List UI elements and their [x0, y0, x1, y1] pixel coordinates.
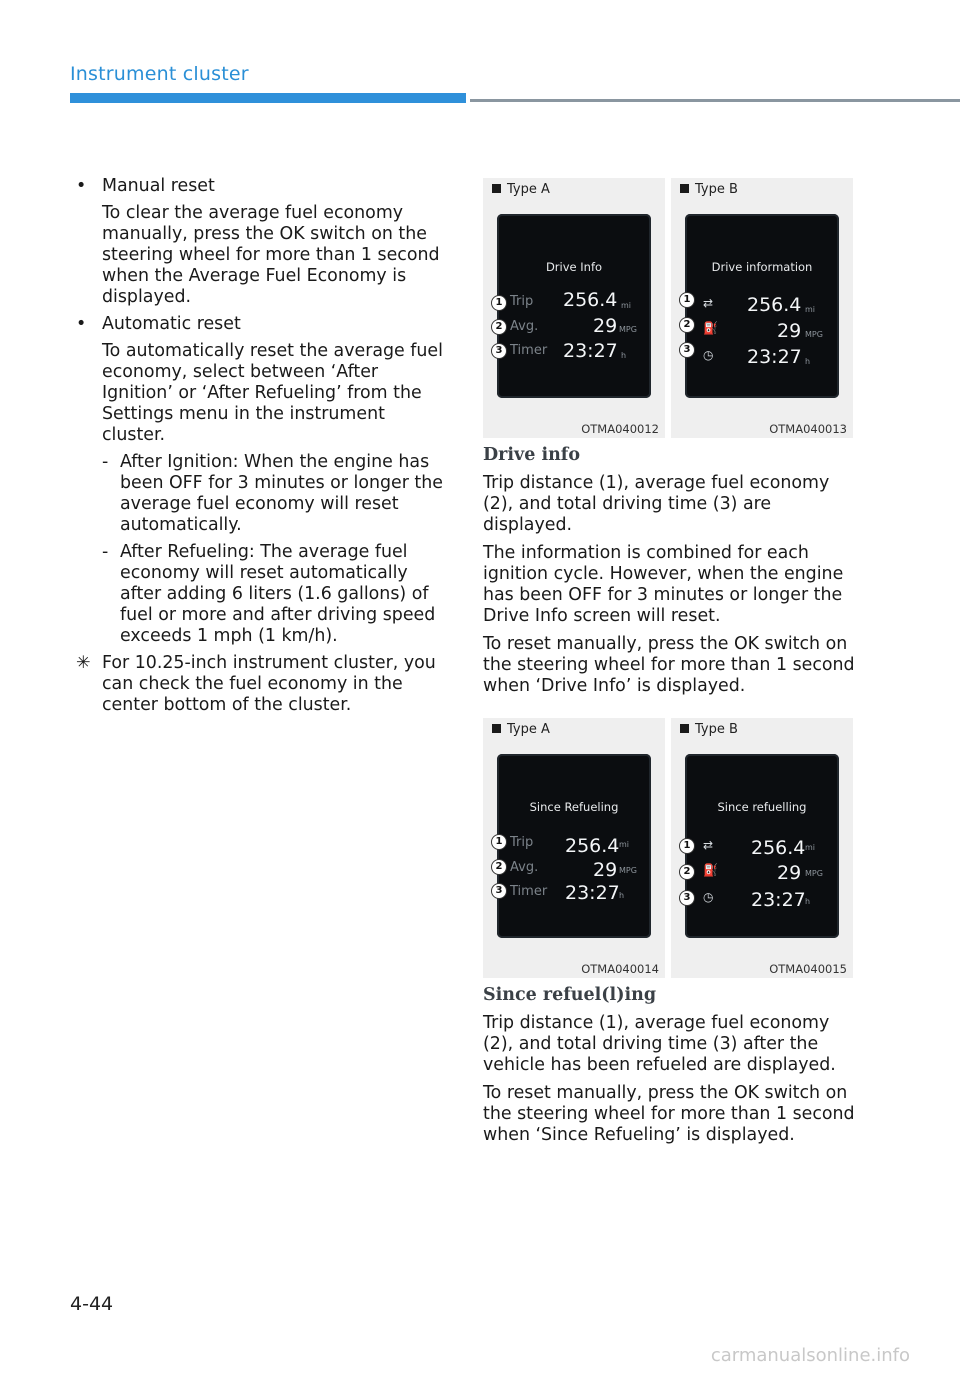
- note-text: For 10.25-inch instrument cluster, you can check the fuel economy in the center bottom of the cluster.: [102, 653, 436, 715]
- figure-type-text: Type B: [695, 182, 738, 197]
- timer-unit: h: [805, 357, 811, 366]
- dash-mark: -: [102, 452, 109, 472]
- callout-2: 2: [679, 864, 695, 880]
- avg-unit: MPG: [619, 866, 637, 875]
- timer-value: 23:27: [563, 340, 618, 362]
- timer-value: 23:27: [747, 346, 802, 368]
- cluster-screen: [497, 754, 651, 938]
- after-refueling-text: After Refueling: The average fuel economy will reset automatically after adding 6 liters (1.6 gallons) of fuel or more and after driving speed exceeds 1 mph (1 km/h).: [120, 542, 436, 646]
- square-bullet-icon: [492, 724, 501, 733]
- manual-reset-body: To clear the average fuel economy manually, press the OK switch on the steering wheel for more than 1 second when the Average Fuel Economy is displayed.: [102, 203, 440, 307]
- figure-type-label: [680, 182, 738, 197]
- screen-title: Drive information: [711, 260, 813, 274]
- cluster-screen: [685, 754, 839, 938]
- after-ignition-item: [76, 452, 446, 536]
- left-column: [76, 176, 446, 716]
- figure-drive-info-type-a: [483, 178, 665, 438]
- avg-label: Avg.: [510, 319, 539, 334]
- drive-info-paragraph-2: The information is combined for each ignition cycle. However, when the engine has been OFF for 3 minutes or longer the Drive Info screen will reset.: [483, 543, 844, 626]
- figure-code: OTMA040013: [769, 422, 847, 436]
- trip-label: Trip: [510, 835, 534, 850]
- timer-unit: h: [805, 897, 811, 906]
- cluster-screen: [685, 214, 839, 398]
- bullet-mark: •: [76, 176, 87, 196]
- figure-type-text: Type B: [695, 722, 738, 737]
- square-bullet-icon: [680, 184, 689, 193]
- clock-icon: ◷: [703, 890, 714, 904]
- automatic-reset-title: Automatic reset: [102, 314, 241, 334]
- cluster-screen: [497, 214, 651, 398]
- since-refuel-paragraph-2: To reset manually, press the OK switch on the steering wheel for more than 1 second when ‘Since Refueling’ is displayed.: [483, 1083, 855, 1145]
- timer-unit: h: [621, 351, 627, 360]
- figure-type-text: Type A: [507, 182, 550, 197]
- callout-2: 2: [491, 319, 507, 335]
- since-refuel-section: [483, 985, 855, 1153]
- callout-3: 3: [491, 883, 507, 899]
- trip-icon: ⇄: [703, 296, 714, 310]
- header-rule-grey: [470, 99, 960, 102]
- trip-label: Trip: [510, 294, 534, 309]
- watermark: carmanualsonline.info: [710, 1345, 910, 1366]
- figure-type-label: [492, 722, 550, 737]
- trip-unit: mi: [621, 301, 632, 310]
- callout-3: 3: [491, 343, 507, 359]
- figure-code: OTMA040015: [769, 962, 847, 976]
- figure-type-text: Type A: [507, 722, 550, 737]
- callout-2: 2: [679, 317, 695, 333]
- fuel-icon: ⛽: [703, 321, 718, 335]
- manual-reset-title: Manual reset: [102, 176, 215, 196]
- figure-since-refuel-type-b: [671, 718, 853, 978]
- avg-value: 29: [593, 859, 618, 881]
- figure-code: OTMA040012: [581, 422, 659, 436]
- timer-label: Timer: [510, 884, 548, 899]
- timer-value: 23:27: [565, 882, 620, 904]
- callout-3: 3: [679, 890, 695, 906]
- note-item: [76, 653, 446, 716]
- avg-unit: MPG: [619, 325, 637, 334]
- page-number: 4-44: [70, 1293, 114, 1315]
- drive-info-paragraph-3: To reset manually, press the OK switch on the steering wheel for more than 1 second when ‘Drive Info’ is displayed.: [483, 634, 855, 696]
- screen-title: Drive Info: [545, 260, 603, 274]
- fuel-icon: ⛽: [703, 863, 718, 877]
- avg-value: 29: [777, 320, 802, 342]
- bullet-mark: •: [76, 314, 87, 334]
- figure-code: OTMA040014: [581, 962, 659, 976]
- callout-2: 2: [491, 859, 507, 875]
- drive-info-figures: [483, 178, 853, 438]
- trip-icon: ⇄: [703, 838, 714, 852]
- callout-1: 1: [679, 292, 695, 308]
- trip-unit: mi: [619, 840, 630, 849]
- since-refuel-heading: Since refuel(l)ing: [483, 985, 657, 1005]
- section-title: Instrument cluster: [70, 63, 249, 85]
- figure-since-refuel-type-a: [483, 718, 665, 978]
- trip-unit: mi: [805, 305, 816, 314]
- trip-value: 256.4: [563, 289, 618, 311]
- drive-info-heading: Drive info: [483, 445, 581, 465]
- trip-unit: mi: [805, 843, 816, 852]
- drive-info-paragraph-1: Trip distance (1), average fuel economy (2), and total driving time (3) are displayed.: [483, 473, 830, 535]
- square-bullet-icon: [492, 184, 501, 193]
- automatic-reset-item: [76, 314, 446, 335]
- since-refuel-paragraph-1: Trip distance (1), average fuel economy (2), and total driving time (3) after the vehicle has been refueled are displayed.: [483, 1013, 836, 1075]
- automatic-reset-body: To automatically reset the average fuel economy, select between ‘After Ignition’ or ‘After Refueling’ from the Settings menu in the instrument cluster.: [102, 341, 443, 445]
- after-refueling-item: [76, 542, 446, 647]
- avg-unit: MPG: [805, 869, 823, 878]
- note-star-icon: ✳: [76, 653, 91, 673]
- timer-value: 23:27: [751, 889, 806, 911]
- avg-unit: MPG: [805, 330, 823, 339]
- avg-value: 29: [593, 315, 618, 337]
- clock-icon: ◷: [703, 348, 714, 362]
- timer-unit: h: [619, 891, 625, 900]
- callout-3: 3: [679, 342, 695, 358]
- after-ignition-text: After Ignition: When the engine has been OFF for 3 minutes or longer the average fuel economy will reset automatically.: [120, 452, 443, 535]
- dash-mark: -: [102, 542, 109, 562]
- figure-type-label: [492, 182, 550, 197]
- trip-value: 256.4: [565, 835, 620, 857]
- screen-title: Since refuelling: [717, 800, 807, 814]
- trip-value: 256.4: [751, 837, 806, 859]
- callout-1: 1: [491, 834, 507, 850]
- since-refuel-figures: [483, 718, 853, 978]
- avg-label: Avg.: [510, 860, 539, 875]
- manual-reset-item: [76, 176, 446, 197]
- callout-1: 1: [679, 838, 695, 854]
- figure-type-label: [680, 722, 738, 737]
- trip-value: 256.4: [747, 294, 802, 316]
- callout-1: 1: [491, 295, 507, 311]
- square-bullet-icon: [680, 724, 689, 733]
- timer-label: Timer: [510, 343, 548, 358]
- drive-info-section: [483, 445, 855, 704]
- header-rule-blue: [70, 93, 466, 103]
- figure-drive-info-type-b: [671, 178, 853, 438]
- avg-value: 29: [777, 862, 802, 884]
- screen-title: Since Refueling: [529, 800, 619, 814]
